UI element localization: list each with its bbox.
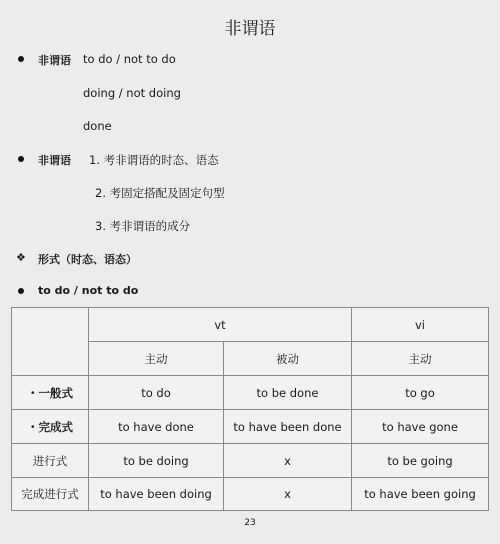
verb-form-table bbox=[11, 307, 489, 511]
table-row bbox=[12, 376, 489, 410]
cell-vi: to go bbox=[352, 376, 489, 410]
row-label: 进行式 bbox=[12, 444, 89, 478]
table-row bbox=[12, 478, 489, 511]
section1-line-3: done bbox=[83, 119, 112, 133]
cell-active: to be doing bbox=[89, 444, 224, 478]
section1-line-2: doing / not doing bbox=[83, 86, 181, 100]
cell-passive: x bbox=[224, 478, 352, 511]
row-label: ・一般式 bbox=[12, 376, 89, 410]
cell-passive: to have been done bbox=[224, 410, 352, 444]
row-label: ・完成式 bbox=[12, 410, 89, 444]
diamond-bullet-icon: ❖ bbox=[16, 251, 26, 264]
bullet-icon bbox=[18, 156, 24, 162]
section2-line-1: 1. 考非谓语的时态、语态 bbox=[89, 153, 219, 167]
cell-vi: to have been going bbox=[352, 478, 489, 511]
cell-active: to do bbox=[89, 376, 224, 410]
section1-line-1: to do / not to do bbox=[83, 52, 176, 66]
cell-vi: to have gone bbox=[352, 410, 489, 444]
header-vi: vi bbox=[352, 308, 489, 342]
page-number: 23 bbox=[244, 518, 256, 528]
row-label: 完成进行式 bbox=[12, 478, 89, 511]
subheader-active-vt: 主动 bbox=[89, 342, 224, 376]
bullet-icon bbox=[18, 56, 24, 62]
cell-passive: x bbox=[224, 444, 352, 478]
table-row bbox=[12, 410, 489, 444]
subheader-active-vi: 主动 bbox=[352, 342, 489, 376]
table-row bbox=[12, 444, 489, 478]
table-corner-cell bbox=[12, 308, 89, 376]
section3-label: 形式（时态、语态） bbox=[38, 253, 137, 266]
cell-active: to have done bbox=[89, 410, 224, 444]
section2-line-2: 2. 考固定搭配及固定句型 bbox=[95, 186, 225, 200]
section2-label: 非谓语 bbox=[38, 154, 71, 167]
subheader-passive-vt: 被动 bbox=[224, 342, 352, 376]
page-title: 非谓语 bbox=[224, 19, 276, 39]
bullet-icon bbox=[18, 288, 24, 294]
section1-label: 非谓语 bbox=[38, 54, 71, 67]
cell-passive: to be done bbox=[224, 376, 352, 410]
section4-label: to do / not to do bbox=[38, 284, 139, 297]
cell-vi: to be going bbox=[352, 444, 489, 478]
header-vt: vt bbox=[89, 308, 352, 342]
cell-active: to have been doing bbox=[89, 478, 224, 511]
section2-line-3: 3. 考非谓语的成分 bbox=[95, 219, 191, 233]
